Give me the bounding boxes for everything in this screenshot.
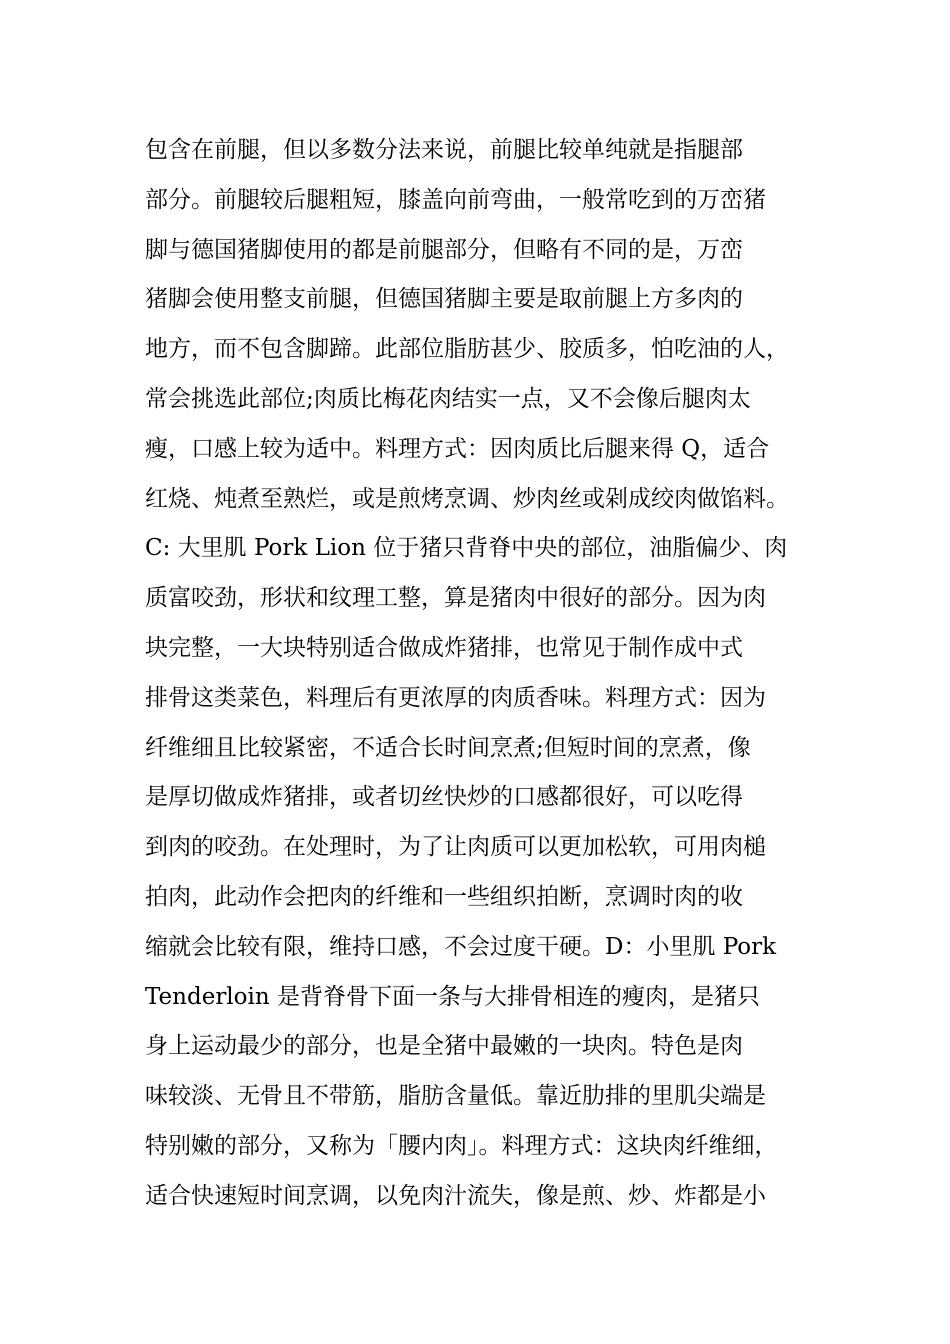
text-line: 缩就会比较有限，维持口感，不会过度干硬。D：小里肌 Pork [145, 933, 777, 960]
text-line: 常会挑选此部位;肉质比梅花肉结实一点，又不会像后腿肉太 [145, 385, 751, 412]
text-line: 猪脚会使用整支前腿，但德国猪脚主要是取前腿上方多肉的 [145, 286, 743, 313]
text-line: 地方，而不包含脚蹄。此部位脂肪甚少、胶质多，怕吃油的人， [145, 336, 789, 363]
text-line: 到肉的咬劲。在处理时，为了让肉质可以更加松软，可用肉槌 [145, 834, 766, 861]
text-line: 块完整，一大块特别适合做成炸猪排，也常见于制作成中式 [145, 634, 743, 661]
text-line: 排骨这类菜色，料理后有更浓厚的肉质香味。料理方式：因为 [145, 684, 766, 711]
text-line: 包含在前腿，但以多数分法来说，前腿比较单纯就是指腿部 [145, 137, 743, 163]
text-line: 脚与德国猪脚使用的都是前腿部分，但略有不同的是，万峦 [145, 236, 743, 263]
text-line: Tenderloin 是背脊骨下面一条与大排骨相连的瘦肉，是猪只 [145, 983, 760, 1010]
text-line: 质富咬劲，形状和纹理工整，算是猪肉中很好的部分。因为肉 [145, 585, 766, 612]
text-line: 是厚切做成炸猪排，或者切丝快炒的口感都很好，可以吃得 [145, 784, 743, 811]
text-line: 特别嫩的部分，又称为「腰内肉」。料理方式：这块肉纤维细， [145, 1132, 778, 1159]
text-line: 适合快速短时间烹调，以免肉汁流失，像是煎、炒、炸都是小 [145, 1182, 766, 1209]
text-line: 瘦，口感上较为适中。料理方式：因肉质比后腿来得 Q，适合 [145, 435, 770, 462]
text-line: 纤维细且比较紧密，不适合长时间烹煮;但短时间的烹煮，像 [145, 734, 751, 761]
text-line: 红烧、炖煮至熟烂，或是煎烤烹调、炒肉丝或剁成绞肉做馅料。 [145, 485, 789, 512]
text-line: C: 大里肌 Pork Lion 位于猪只背脊中央的部位，油脂偏少、肉 [145, 535, 788, 562]
text-line: 拍肉，此动作会把肉的纤维和一些组织拍断，烹调时肉的收 [145, 883, 743, 910]
text-line: 部分。前腿较后腿粗短，膝盖向前弯曲，一般常吃到的万峦猪 [145, 186, 766, 213]
text-line: 身上运动最少的部分，也是全猪中最嫩的一块肉。特色是肉 [145, 1033, 743, 1060]
text-line: 味较淡、无骨且不带筋，脂肪含量低。靠近肋排的里肌尖端是 [145, 1083, 766, 1110]
body-text [145, 126, 825, 1222]
